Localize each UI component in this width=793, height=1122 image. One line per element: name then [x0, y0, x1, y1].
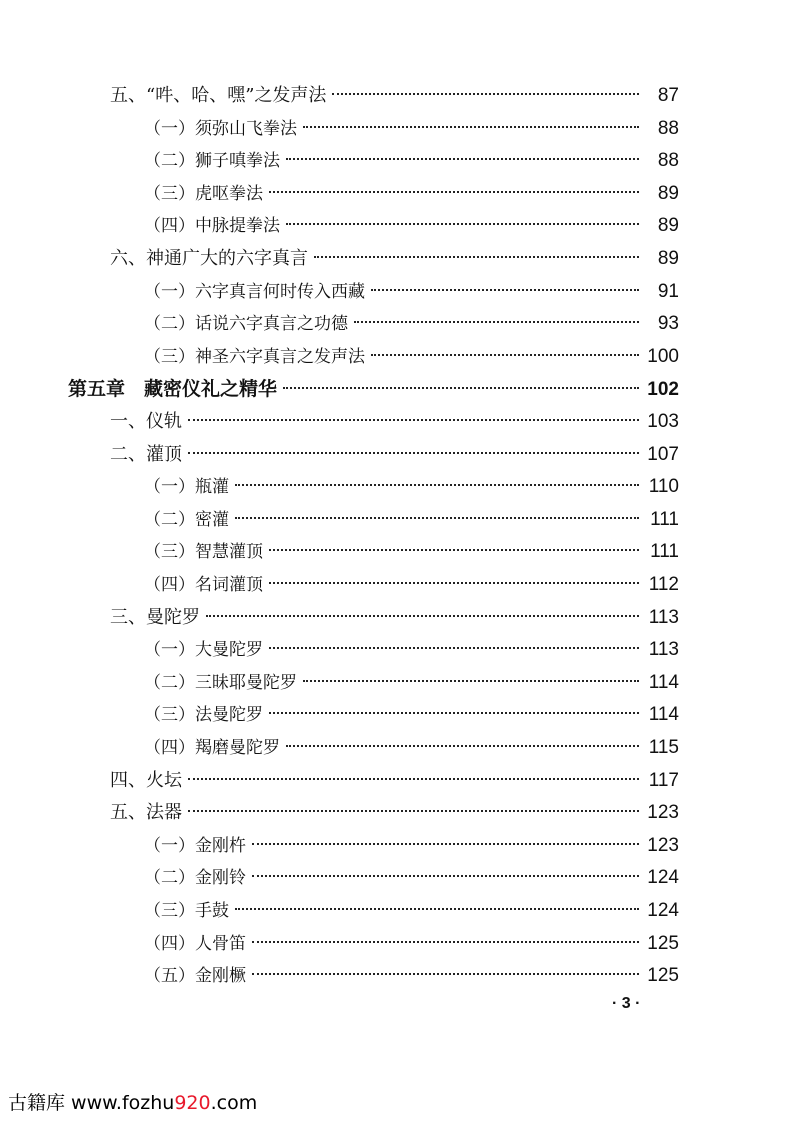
toc-entry-title: （四）人骨笛	[144, 933, 246, 954]
toc-leader-dots	[283, 387, 639, 389]
toc-entry-title: （二）话说六字真言之功德	[144, 314, 348, 335]
toc-subsection	[144, 278, 679, 306]
toc-leader-dots	[314, 256, 639, 258]
toc-leader-dots	[371, 354, 639, 356]
toc-subsection	[144, 930, 679, 958]
toc-subsection	[144, 180, 679, 208]
toc-entry-page: 114	[648, 671, 679, 693]
toc-entry-title: （一）大曼陀罗	[144, 640, 263, 661]
toc-leader-dots	[188, 810, 639, 812]
toc-entry-title: （三）智慧灌顶	[144, 542, 263, 563]
toc-entry-title: （二）狮子嗔拳法	[144, 151, 280, 172]
toc-entry-title: 四、火坛	[110, 769, 182, 791]
site-watermark	[8, 1088, 257, 1115]
toc-subsection	[144, 473, 679, 501]
toc-leader-dots	[188, 419, 639, 421]
toc-leader-dots	[332, 93, 639, 95]
toc-entry-title: （一）须弥山飞拳法	[144, 118, 297, 139]
toc-entry-page: 113	[648, 606, 679, 628]
toc-entry-page: 123	[647, 802, 679, 824]
toc-leader-dots	[303, 126, 639, 128]
toc-subsection	[144, 897, 679, 925]
toc-section	[110, 441, 679, 469]
toc-entry-title: （二）三昧耶曼陀罗	[144, 672, 297, 693]
toc-entry-title: （三）手鼓	[144, 901, 229, 921]
toc-entry-page: 124	[647, 900, 679, 921]
toc-section	[110, 767, 679, 795]
toc-entry-page: 117	[648, 769, 679, 791]
toc-subsection	[144, 636, 679, 664]
toc-entry-page: 89	[657, 215, 679, 237]
toc-entry-page: 88	[657, 150, 679, 172]
toc-entry-page: 124	[647, 867, 679, 889]
toc-leader-dots	[252, 973, 639, 975]
toc-entry-title: （四）名词灌顶	[144, 575, 263, 595]
toc-leader-dots	[252, 941, 639, 943]
toc-entry-title: （四）中脉提拳法	[144, 216, 280, 237]
toc-entry-page: 103	[647, 411, 679, 432]
toc-subsection	[144, 310, 679, 338]
toc-leader-dots	[235, 517, 639, 519]
toc-subsection	[144, 864, 679, 892]
toc-leader-dots	[235, 484, 639, 486]
toc-entry-page: 125	[647, 932, 679, 954]
toc-entry-title: 六、神通广大的六字真言	[110, 248, 308, 269]
toc-subsection	[144, 212, 679, 240]
toc-leader-dots	[303, 680, 639, 682]
toc-entry-page: 114	[648, 704, 679, 726]
toc-leader-dots	[252, 843, 639, 845]
toc-leader-dots	[188, 778, 639, 780]
toc-subsection	[144, 571, 679, 599]
toc-entry-title: （一）瓶灌	[144, 477, 229, 498]
toc-leader-dots	[269, 549, 639, 551]
toc-entry-page: 102	[647, 379, 679, 401]
toc-entry-page: 110	[648, 476, 679, 498]
toc-section	[110, 604, 679, 632]
toc-entry-page: 89	[657, 182, 679, 204]
toc-entry-title: （二）金刚铃	[144, 868, 246, 889]
toc-entry-page: 123	[647, 834, 679, 856]
toc-entry-page: 89	[657, 248, 679, 269]
toc-entry-title: （一）金刚杵	[144, 835, 246, 856]
toc-subsection	[144, 669, 679, 697]
toc-entry-page: 113	[648, 639, 679, 661]
toc-subsection	[144, 506, 679, 534]
toc-entry-title: （二）密灌	[144, 509, 229, 530]
toc-section	[110, 245, 679, 273]
toc-leader-dots	[269, 191, 639, 193]
toc-section	[110, 408, 679, 436]
toc-entry-page: 115	[648, 737, 679, 758]
toc-subsection	[144, 147, 679, 175]
toc-entry-page: 111	[650, 541, 679, 563]
toc-leader-dots	[286, 745, 639, 747]
toc-leader-dots	[269, 582, 639, 584]
watermark-prefix: 古籍库 www.fozhu	[8, 1092, 175, 1114]
toc-leader-dots	[206, 615, 639, 617]
toc-leader-dots	[286, 158, 639, 160]
toc-leader-dots	[286, 223, 639, 225]
watermark-accent: 920	[174, 1092, 211, 1114]
toc-entry-title: 一、仪轨	[110, 411, 182, 432]
toc-leader-dots	[235, 908, 639, 910]
toc-subsection	[144, 832, 679, 860]
toc-subsection	[144, 701, 679, 729]
toc-entry-title: 五、法器	[110, 802, 182, 824]
toc-entry-title: 第五章 藏密仪礼之精华	[68, 378, 278, 401]
toc-leader-dots	[269, 647, 639, 649]
toc-entry-title: 二、灌顶	[110, 443, 182, 465]
toc-leader-dots	[252, 875, 639, 877]
toc-entry-page: 88	[657, 117, 679, 139]
toc-subsection	[144, 538, 679, 566]
toc-entry-title: （三）法曼陀罗	[144, 705, 263, 726]
toc-entry-title: 三、曼陀罗	[110, 606, 200, 628]
toc-entry-page: 107	[647, 443, 679, 465]
page-number: · 3 ·	[612, 995, 641, 1012]
toc-subsection	[144, 343, 679, 371]
toc-entry-title: （一）六字真言何时传入西藏	[144, 281, 365, 302]
toc-entry-title: （三）虎呕拳法	[144, 183, 263, 204]
toc-entry-page: 93	[657, 313, 679, 335]
toc-leader-dots	[371, 289, 639, 291]
toc-entry-title: （四）羯磨曼陀罗	[144, 738, 280, 758]
toc-entry-page: 100	[647, 345, 679, 367]
toc-leader-dots	[354, 321, 639, 323]
toc-subsection	[144, 734, 679, 762]
toc-entry-page: 87	[657, 85, 679, 106]
toc-entry-page: 111	[650, 508, 679, 530]
toc-subsection	[144, 115, 679, 143]
watermark-suffix: .com	[210, 1092, 258, 1114]
toc-leader-dots	[188, 452, 639, 454]
toc-entry-page: 91	[657, 280, 679, 302]
toc-entry-page: 125	[647, 965, 679, 987]
toc-subsection	[144, 962, 679, 990]
toc-entry-title: （三）神圣六字真言之发声法	[144, 346, 365, 367]
toc-section	[110, 82, 679, 110]
toc-entry-title: 五、“吽、哈、嘿”之发声法	[110, 85, 327, 106]
toc-entry-page: 112	[648, 574, 679, 595]
toc-leader-dots	[269, 712, 639, 714]
toc-chapter	[68, 375, 679, 403]
toc-entry-title: （五）金刚橛	[144, 966, 246, 987]
toc-section	[110, 799, 679, 827]
